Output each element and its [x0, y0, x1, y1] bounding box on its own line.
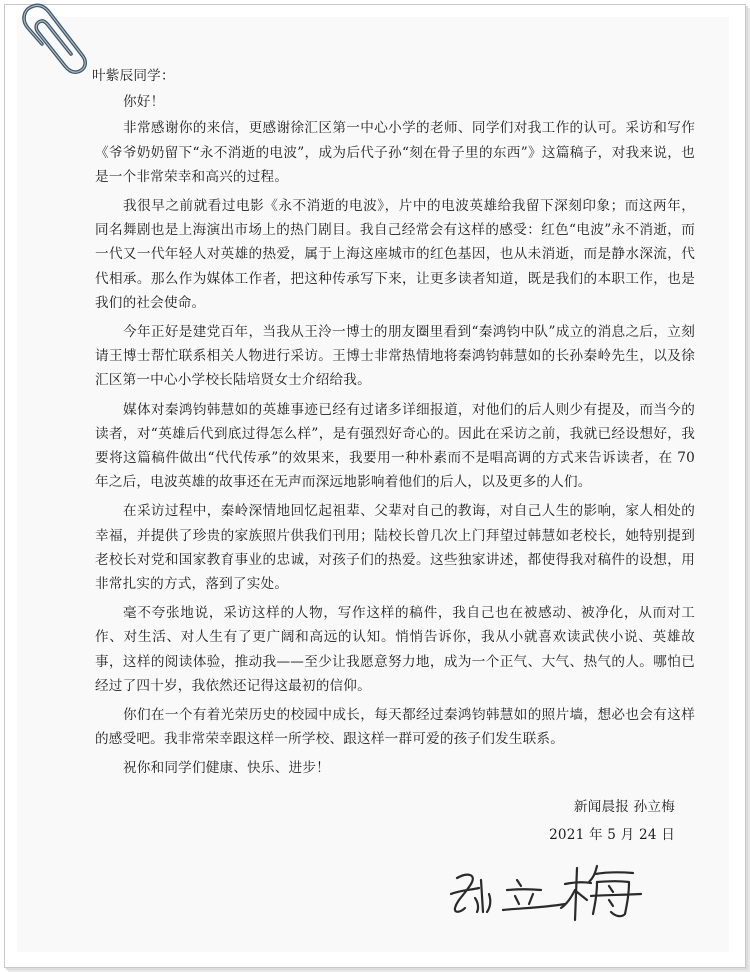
letter-paragraph: 你们在一个有着光荣历史的校园中成长，每天都经过秦鸿钧韩慧如的照片墙，想必也会有这样的感受吧。我非常荣幸跟这样一所学校、跟这样一群可爱的孩子们发生联系。 [95, 707, 695, 748]
letter-paragraph: 我很早之前就看过电影《永不消逝的电波》，片中的电波英雄给我留下深刻印象；而这两年，同名舞剧也是上海演出市场上的热门剧目。我自己经常会有这样的感受：红色“电波”永不消逝，而一代又一代年轻人对英雄的热爱，属于上海这座城市的红色基因，也从未消逝，而是静水深流，代代相承。那么作为媒体工作者，把这种传承写下来，让更多读者知道，既是我们的本职工作，也是我们的社会使命。 [95, 198, 695, 311]
letter-closing: 祝你和同学们健康、快乐、进步！ [123, 760, 330, 777]
sign-org-name: 新闻晨报 孙立梅 [573, 798, 675, 815]
signature-block [95, 795, 695, 847]
letter-paragraph: 今年正好是建党百年，当我从王泠一博士的朋友圈里看到“秦鸿钧中队”成立的消息之后，立刻请王博士帮忙联系相关人物进行采访。王博士非常热情地将秦鸿钧韩慧如的长孙秦岭先生，以及徐汇区第一中心小学校长陆培贤女士介绍给我。 [95, 324, 695, 389]
letter-paragraph: 在采访过程中，秦岭深情地回忆起祖辈、父辈对自己的教诲，对自己人生的影响，家人相处的幸福，并提供了珍贵的家族照片供我们刊用；陆校长曾几次上门拜望过韩慧如老校长，她特别提到老校长对党和国家教育事业的忠诚，对孩子们的热爱。这些独家讲述，都使得我对稿件的设想，用非常扎实的方式，落到了实处。 [95, 503, 695, 593]
letter-paragraph: 毫不夸张地说，采访这样的人物，写作这样的稿件，我自己也在被感动、被净化，从而对工作、对生活、对人生有了更广阔和高远的认知。悄悄告诉你，我从小就喜欢读武侠小说、英雄故事，这样的阅读体验，推动我——至少让我愿意努力地，成为一个正气、大气、热气的人。哪怕已经过了四十岁，我依然还记得这最初的信仰。 [95, 605, 695, 694]
letter-salutation: 叶紫辰同学： [92, 68, 175, 84]
letter-paragraph: 非常感谢你的来信，更感谢徐汇区第一中心小学的老师、同学们对我工作的认可。采访和写作《爷爷奶奶留下“永不消逝的电波”，成为后代子孙“刻在骨子里的东西”》这篇稿子，对我来说，也是一个非常荣幸和高兴的过程。 [95, 120, 695, 185]
handwritten-signature [445, 850, 645, 930]
letter-greeting: 你好！ [123, 94, 165, 111]
letter-paragraph: 媒体对秦鸿钧韩慧如的英雄事迹已经有过诸多详细报道，对他们的后人则少有提及，而当今的读者，对“英雄后代到底过得怎么样”，是有强烈好奇心的。因此在采访之前，我就已经设想好，我要将这篇稿件做出“代代传承”的效果来，我要用一种朴素而不是唱高调的方式来告诉读者，在 70 年之后，电波英雄的故事还在无声而深远地影响着他们的后人，以及更多的人们。 [95, 401, 695, 491]
letter-body [92, 64, 695, 851]
sign-date: 2021 年 5 月 24 日 [549, 826, 675, 843]
